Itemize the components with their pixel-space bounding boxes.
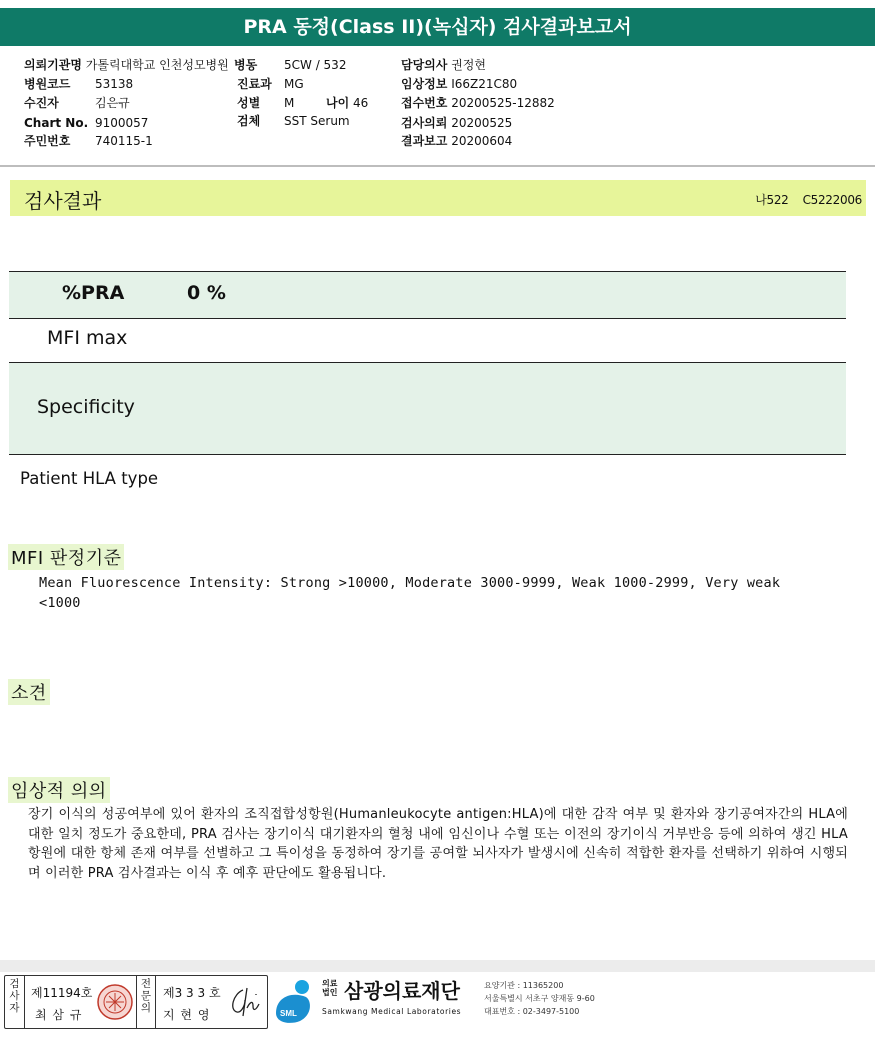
signature-box — [4, 975, 268, 1029]
sex-value: M — [284, 96, 295, 110]
report-date-value: 20200604 — [451, 134, 513, 148]
specimen-value: SST Serum — [284, 114, 350, 128]
contact-code: 요양기관 : 11365200 — [484, 981, 564, 990]
specialist-name: 지 현 영 — [163, 1008, 211, 1022]
hospital-code-value: 53138 — [95, 77, 134, 91]
seal-stamp-icon — [96, 983, 134, 1021]
ward-value: 5CW / 532 — [284, 58, 347, 72]
mfi-criteria-line2: <1000 — [39, 595, 81, 611]
sml-logo-text: SML — [280, 1009, 297, 1018]
dept-label: 진료과 — [237, 77, 272, 91]
pra-value: 0 % — [187, 282, 226, 304]
org-prefix-bottom: 법인 — [322, 988, 338, 997]
receipt-value: 20200525-12882 — [451, 96, 555, 110]
result-band — [10, 180, 866, 216]
table-line — [9, 454, 846, 455]
hospital-code-label: 병원코드 — [24, 77, 71, 91]
organization-contact — [484, 979, 595, 1018]
org-name: 삼광의료재단 — [344, 979, 460, 1003]
org-name-en: Samkwang Medical Laboratories — [322, 1007, 462, 1016]
result-codes — [755, 191, 862, 208]
examinee-label: 수진자 — [24, 96, 59, 110]
institution-value: 가톨릭대학교 인천성모병원 — [85, 58, 229, 72]
clinical-value: I66Z21C80 — [451, 77, 518, 91]
examiner-license: 제11194호 — [31, 986, 93, 1000]
request-value: 20200525 — [451, 116, 513, 130]
ward-label: 병동 — [234, 58, 258, 72]
pra-label: %PRA — [62, 282, 125, 304]
specificity-label: Specificity — [37, 396, 135, 418]
receipt-label: 접수번호 — [401, 96, 448, 110]
hla-type-label: Patient HLA type — [20, 469, 159, 488]
chart-value: 9100057 — [95, 116, 149, 130]
request-label: 검사의뢰 — [401, 116, 448, 130]
examinee-value: 김은규 — [95, 96, 130, 110]
sex-label: 성별 — [237, 96, 261, 110]
table-line — [9, 271, 846, 272]
pra-row — [9, 271, 846, 318]
report-date-label: 결과보고 — [401, 134, 448, 148]
sml-logo-icon — [272, 977, 316, 1025]
doctor-value: 권정현 — [451, 58, 486, 72]
table-line — [9, 318, 846, 319]
dept-value: MG — [284, 77, 304, 91]
result-title: 검사결과 — [24, 189, 102, 213]
doctor-label: 담당의사 — [401, 58, 448, 72]
mfi-max-label: MFI max — [47, 327, 128, 349]
age-label: 나이 — [326, 96, 350, 110]
chart-label: Chart No. — [24, 116, 89, 130]
examiner-label: 검사자 — [5, 976, 25, 1028]
examiner-name: 최 삼 규 — [35, 1008, 83, 1022]
clinical-label: 임상정보 — [401, 77, 448, 91]
age-value: 46 — [353, 96, 369, 110]
report-title: PRA 동정(Class II)(녹십자) 검사결과보고서 — [0, 8, 875, 46]
result-code-1: 나522 — [755, 193, 789, 207]
specialist-label: 전문의 — [136, 976, 156, 1028]
header-divider — [0, 165, 875, 167]
institution-label: 의뢰기관명 — [24, 58, 82, 72]
clinical-significance-text: 장기 이식의 성공여부에 있어 환자의 조직접합성항원(Humanleukocyte antigen:HLA)에 대한 감작 여부 및 환자와 장기공여자간의 HLA에 대한 일치 정도가 중요한데, PRA 검사는 장기이식 대기환자의 혈청 내에 임신이나 수혈 또는 이전의 장기이식 거부반응 등에 의하여 생긴 HLA 항원에 대한 항체 존재 여부를 선별하고 그 특이성을 동정하여 장기를 공여할 뇌사자가 발생시에 신속히 적합한 환자를 선택하기 위하여 시행되며 이러한 PRA 검사결과는 이식 후 예후 판단에도 활용됩니다. — [28, 807, 848, 881]
signature-icon — [223, 982, 263, 1022]
org-prefix-top: 의료 — [322, 979, 338, 988]
specimen-label: 검체 — [237, 114, 261, 128]
resident-label: 주민번호 — [24, 134, 71, 148]
contact-address: 서울특별시 서초구 양재동 9-60 — [484, 994, 595, 1003]
resident-value: 740115-1 — [95, 134, 153, 148]
result-code-2: C5222006 — [802, 193, 862, 207]
mfi-criteria-line1: Mean Fluorescence Intensity: Strong >10000, Moderate 3000-9999, Weak 1000-2999, Very weak — [39, 575, 781, 591]
clinical-significance-title: 임상적 의의 — [8, 777, 110, 803]
footer-divider — [0, 960, 875, 972]
specialist-license: 제3 3 3 호 — [163, 986, 221, 1000]
contact-phone: 대표번호 : 02-3497-5100 — [484, 1007, 580, 1016]
mfi-criteria-title: MFI 판정기준 — [8, 544, 124, 570]
opinion-title: 소견 — [8, 679, 50, 705]
